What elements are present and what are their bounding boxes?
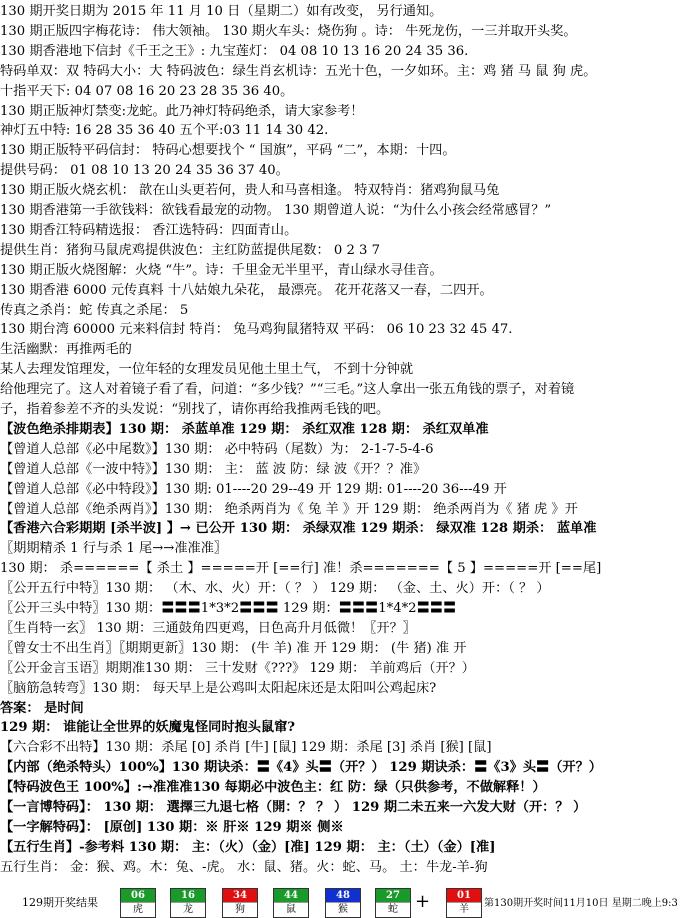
text-line: 130 期香港 6000 元传真料 十八姑娘九朵花， 最漂亮。 花开花落又一春，二四开。 xyxy=(0,282,493,298)
ball-zodiac: 龙 xyxy=(171,902,205,916)
text-line: 130 期开奖日期为 2015 年 11 月 10 日（星期二）如有改变， 另行通知。 xyxy=(0,4,443,19)
text-line: 〖曾女士不出生肖〗〖期期更新〗130 期： (牛 羊) 准 开 129 期： (牛 猪) 准 开 xyxy=(0,640,467,656)
result-ball xyxy=(273,888,309,918)
draw-results-label: 129期开奖结果 xyxy=(22,896,98,909)
text-line: 【波色绝杀排期表】130 期： 杀蓝单准 129 期： 杀红双准 128 期： 杀红双单准 xyxy=(0,421,489,437)
result-ball xyxy=(446,888,482,918)
text-line: 【曾道人总部《绝杀两肖》】130 期： 绝杀两肖为《 兔 羊 》开 129 期： 绝杀两肖为《 猪 虎 》开 xyxy=(0,501,578,517)
ball-zodiac: 虎 xyxy=(121,902,155,916)
text-line: 【一言博特码】： 130 期： 選擇三九退七格（開：？ ？ ） 129 期二未五来一六发大财（开：？ ） xyxy=(0,800,587,815)
text-line: 【曾道人总部《必中尾数》】130 期： 必中特码（尾数）为： 2-1-7-5-4-6 xyxy=(0,441,434,457)
text-line: 神灯五中特: 16 28 35 36 40 五个平:03 11 14 30 42. xyxy=(0,123,329,139)
ball-zodiac: 羊 xyxy=(447,902,481,916)
text-line: 〖期期精杀 1 行与杀 1 尾→→准准准〗 xyxy=(0,541,228,557)
ball-number: 06 xyxy=(121,889,155,902)
text-line: 【香港六合彩期期 [杀半波] 】→ 已公开 130 期： 杀绿双准 129 期杀： 绿双准 128 期杀： 蓝单准 xyxy=(0,521,597,537)
text-line: 130 期台湾 60000 元来料信封 特肖： 兔马鸡狗鼠猪特双 平码： 06 10 23 32 45 47. xyxy=(0,322,513,338)
text-line: 130 期香江特码精选报： 香江选特码：四面青山。 xyxy=(0,222,298,238)
plus-sign: + xyxy=(415,891,431,912)
text-line: 129 期： 谁能让全世界的妖魔鬼怪同时抱头鼠窜? xyxy=(0,720,295,736)
ball-number: 44 xyxy=(274,889,308,902)
ball-zodiac: 猴 xyxy=(326,902,360,916)
ball-number: 01 xyxy=(447,889,481,902)
text-line: 【一字解特码】： [原创] 130 期：※ 肝※ 129 期※ 侧※ xyxy=(0,819,344,835)
text-line: 传真之杀肖：蛇 传真之杀尾： 5 xyxy=(0,302,189,318)
text-line: 特码单双：双 特码大小：大 特码波色：绿生肖玄机诗：五光十色，一夕如环。主：鸡 猪 马 鼠 狗 虎。 xyxy=(0,63,597,79)
next-draw-time: 第130期开奖时间11月10日 星期二晚上9:3 xyxy=(484,898,678,909)
ball-number: 34 xyxy=(223,889,257,902)
text-line: 提供生肖：猪狗马鼠虎鸡提供波色：主红防蓝提供尾数： 0 2 3 7 xyxy=(0,242,381,258)
text-line: 某人去理发馆理发，一位年轻的女理发员见他土里土气， 不到十分钟就 xyxy=(0,362,414,378)
text-line: 【曾道人总部《一波中特》】130 期： 主： 蓝 波 防：绿 波《开？？准》 xyxy=(0,461,427,477)
text-line: 〖脑筋急转弯〗130 期： 每天早上是公鸡叫太阳起床还是太阳叫公鸡起床? xyxy=(0,680,437,696)
text-line: 130 期正版火烧图解：火烧 “牛”。诗：千里金无半里平，青山绿水寻佳音。 xyxy=(0,262,443,278)
ball-zodiac: 狗 xyxy=(223,902,257,916)
ball-zodiac: 鼠 xyxy=(274,902,308,916)
result-ball xyxy=(375,888,411,918)
text-line: 子，指着参差不齐的头发说：“别找了，请你再给我推两毛钱的吧。 xyxy=(0,402,390,417)
text-line: 生活幽默：再推两毛的 xyxy=(0,342,132,358)
text-line: 130 期香港第一手欲钱料：欲钱看最宠的动物。 130 期曾道人说：“为什么小孩会经常感冒？” xyxy=(0,203,552,218)
result-ball xyxy=(325,888,361,918)
text-line: 130 期正版四字梅花诗： 伟大领袖。 130 期火车头：烧伤狗 。诗： 牛死龙伤，一三并取开头奖。 xyxy=(0,23,577,39)
text-line: 【五行生肖】-参考料 130 期： 主：（火）（金）[准] 129 期： 主：（土）（金）[准] xyxy=(0,839,496,855)
text-line: 130 期： 杀======【 杀土 】=====开 [==行] 准！杀=======【 5 】=====开 [==尾] xyxy=(0,561,602,577)
ball-number: 16 xyxy=(171,889,205,902)
text-line: 130 期正版神灯禁变:龙蛇。此乃神灯特码绝杀，请大家参考！ xyxy=(0,103,364,119)
ball-zodiac: 蛇 xyxy=(376,902,410,916)
text-line: 给他理完了。这人对着镜子看了看，问道：“多少钱？”“三毛。”这人拿出一张五角钱的票子，对着镜 xyxy=(0,382,575,398)
text-line: 〖公开五行中特〗130 期： （木、水、火）开：（ ？ ） 129 期： （金、土、火）开：（ ？ ） xyxy=(0,581,550,597)
text-line: 【特码波色王 100%】:→准准准130 每期必中波色主：红 防：绿（只供参考，不做解释！） xyxy=(0,780,546,796)
text-line: 提供号码： 01 08 10 13 20 24 35 36 37 40。 xyxy=(0,163,289,179)
text-line: 130 期正版特平码信封： 特码心想要找个 “ 国旗”，平码 “二”，本期：十四。 xyxy=(0,143,456,159)
text-line: 〖生肖特一玄〗 130 期：三通鼓角四更鸡，日色高升月低微！〖开？〗 xyxy=(0,620,416,636)
ball-number: 27 xyxy=(376,889,410,902)
ball-number: 48 xyxy=(326,889,360,902)
text-line: 130 期正版火烧玄机： 歆在山头更若何，贵人和马喜相逢。 特双特肖：猪鸡狗鼠马兔 xyxy=(0,183,500,199)
result-ball xyxy=(170,888,206,918)
text-line: 答案： 是时间 xyxy=(0,700,84,716)
result-ball xyxy=(222,888,258,918)
draw-results-footer xyxy=(0,880,688,917)
text-line: 五行生肖： 金：猴、鸡。木：兔、-虎。 水：鼠、猪。火：蛇、马。 土：牛龙-羊-狗 xyxy=(0,859,488,875)
result-ball xyxy=(120,888,156,918)
text-line: 130 期香港地下信封《千王之王》: 九宝莲灯： 04 08 10 13 16 20 24 35 36. xyxy=(0,43,469,59)
text-line: 〖公开金言玉语〗期期准130 期： 三十发财《???》 129 期： 羊前鸡后（开？） xyxy=(0,660,475,676)
text-line: 〖公开三头中特〗130 期：〓〓〓1*3*2〓〓〓 129 期：〓〓〓1*4*2〓〓〓 xyxy=(0,601,457,616)
text-line: 【曾道人总部《必中特段》】130 期: 01----20 29--49 开 129 期: 01----20 36---49 开 xyxy=(0,481,507,497)
text-line: 【内部（绝杀特头）100%】130 期诀杀：〓《4》头〓（开？） 129 期诀杀：〓《3》头〓（开？） xyxy=(0,760,602,776)
text-line: 十指平天下: 04 07 08 16 20 23 28 35 36 40。 xyxy=(0,83,294,99)
text-line: 【六合彩不出特】130 期：杀尾 [0] 杀肖 [牛] [鼠] 129 期：杀尾 [3] 杀肖 [猴] [鼠] xyxy=(0,740,492,756)
